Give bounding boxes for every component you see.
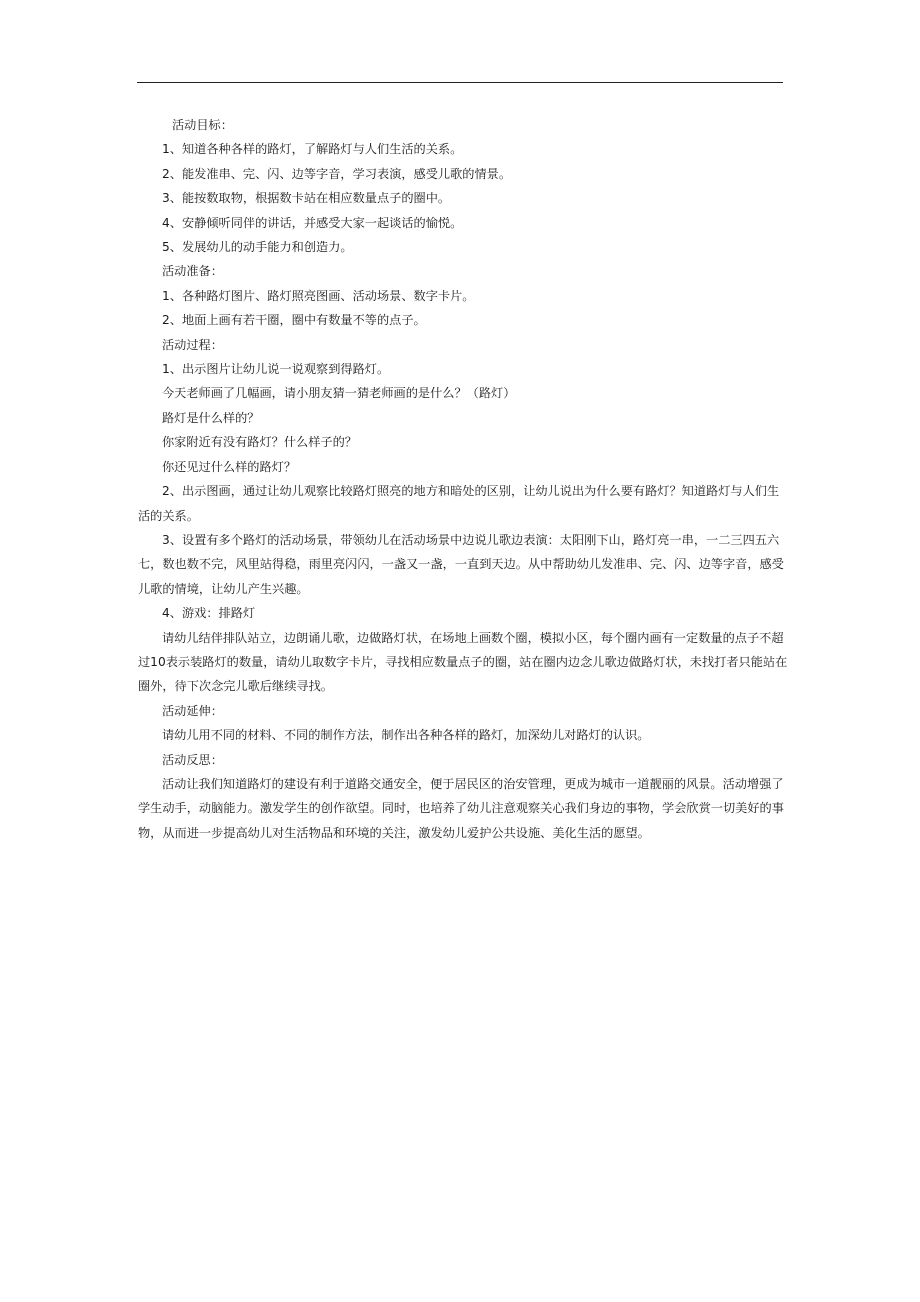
document-body [138, 113, 788, 845]
goal-heading: 活动目标： [172, 118, 233, 132]
game-description-paragraph: 请幼儿结伴排队站立，边朗诵儿歌，边做路灯状，在场地上画数个圈，模拟小区，每个圈内画有一定数量的点子不超过10表示装路灯的数量，请幼儿取数字卡片，寻找相应数量点子的圈，站在圈内边念儿歌边做路灯状，未找打者只能站在圈外，待下次念完儿歌后继续寻找。 [138, 630, 788, 694]
header-rule [137, 82, 783, 83]
process-step: 4、游戏：排路灯 [162, 606, 256, 621]
process-step: 1、出示图片让幼儿说一说观察到得路灯。 [162, 362, 390, 377]
prep-item: 1、各种路灯图片、路灯照亮图画、活动场景、数字卡片。 [162, 288, 475, 303]
prep-item: 2、地面上画有若干圈，圈中有数量不等的点子。 [162, 313, 426, 328]
process-step-paragraph: 2、出示图画，通过让幼儿观察比较路灯照亮的地方和暗处的区别，让幼儿说出为什么要有路灯？知道路灯与人们生活的关系。 [138, 484, 780, 523]
extension-paragraph: 请幼儿用不同的材料、不同的制作方法，制作出各种各样的路灯，加深幼儿对路灯的认识。 [162, 728, 650, 743]
process-question: 你家附近有没有路灯？什么样子的？ [162, 435, 357, 450]
process-question: 路灯是什么样的？ [162, 410, 260, 425]
process-question: 今天老师画了几幅画，请小朋友猜一猜老师画的是什么？（路灯） [162, 386, 516, 401]
goal-item: 3、能按数取物，根据数卡站在相应数量点子的圈中。 [162, 191, 451, 206]
reflection-heading: 活动反思： [162, 752, 223, 767]
extension-heading: 活动延伸： [162, 703, 223, 718]
prep-heading: 活动准备： [162, 264, 223, 279]
goal-item: 4、安静倾听同伴的讲话，并感受大家一起谈话的愉悦。 [162, 215, 463, 230]
process-heading: 活动过程： [162, 337, 223, 352]
goal-item: 1、知道各种各样的路灯，了解路灯与人们生活的关系。 [162, 142, 463, 157]
goal-item: 5、发展幼儿的动手能力和创造力。 [162, 240, 353, 255]
process-question: 你还见过什么样的路灯？ [162, 459, 297, 474]
reflection-paragraph: 活动让我们知道路灯的建设有利于道路交通安全，便于居民区的治安管理，更成为城市一道靓丽的风景。活动增强了学生动手，动脑能力。激发学生的创作欲望。同时，也培养了幼儿注意观察关心我们身边的事物，学会欣赏一切美好的事物，从而进一步提高幼儿对生活物品和环境的关注，激发幼儿爱护公共设施、美化生活的愿望。 [138, 776, 784, 840]
goal-item: 2、能发准串、完、闪、边等字音，学习表演，感受儿歌的情景。 [162, 166, 512, 181]
process-step-paragraph: 3、设置有多个路灯的活动场景，带领幼儿在活动场景中边说儿歌边表演：太阳刚下山，路灯亮一串，一二三四五六七，数也数不完，风里站得稳，雨里亮闪闪，一盏又一盏，一直到天边。从中帮助幼儿发准串、完、闪、边等字音，感受儿歌的情境，让幼儿产生兴趣。 [138, 532, 784, 596]
